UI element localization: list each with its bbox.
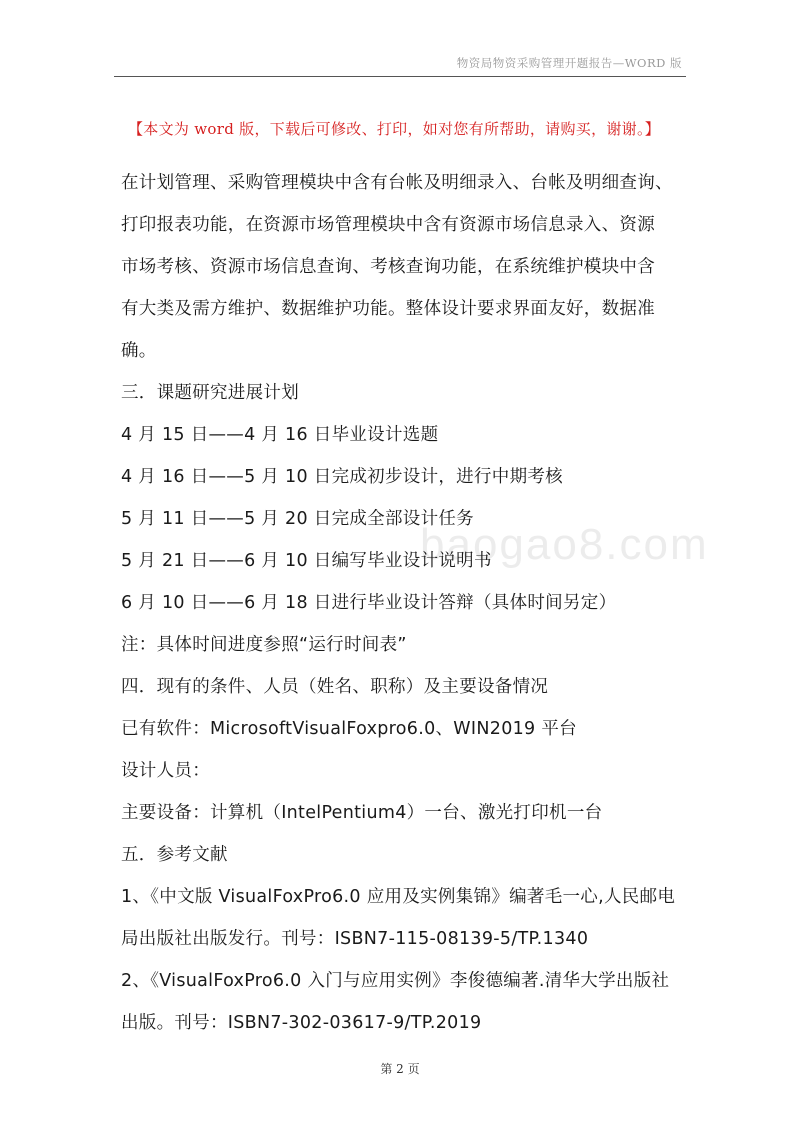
schedule-item: 5 月 11 日——5 月 20 日完成全部设计任务	[121, 509, 474, 529]
body-line: 打印报表功能，在资源市场管理模块中含有资源市场信息录入、资源	[121, 215, 655, 235]
section-heading-3: 三．课题研究进展计划	[121, 383, 299, 403]
watermark: baogao8.com	[420, 520, 709, 569]
download-notice: 【本文为 word 版，下载后可修改、打印，如对您有所帮助，请购买，谢谢。】	[128, 120, 661, 138]
schedule-item: 4 月 15 日——4 月 16 日毕业设计选题	[121, 425, 439, 445]
schedule-item: 6 月 10 日——6 月 18 日进行毕业设计答辩（具体时间另定）	[121, 593, 617, 613]
resource-equipment: 主要设备：计算机（IntelPentium4）一台、激光打印机一台	[121, 803, 603, 823]
body-line: 确。	[121, 341, 157, 361]
section-heading-4: 四．现有的条件、人员（姓名、职称）及主要设备情况	[121, 677, 549, 697]
resource-software: 已有软件：MicrosoftVisualFoxpro6.0、WIN2019 平台	[121, 719, 577, 739]
body-line: 在计划管理、采购管理模块中含有台帐及明细录入、台帐及明细查询、	[121, 173, 673, 193]
schedule-item: 5 月 21 日——6 月 10 日编写毕业设计说明书	[121, 551, 492, 571]
schedule-item: 4 月 16 日——5 月 10 日完成初步设计，进行中期考核	[121, 467, 563, 487]
header-divider	[114, 76, 686, 77]
body-line: 市场考核、资源市场信息查询、考核查询功能，在系统维护模块中含	[121, 257, 655, 277]
running-header: 物资局物资采购管理开题报告—WORD 版	[456, 56, 682, 70]
resource-staff: 设计人员：	[121, 761, 210, 781]
reference-line: 出版。刊号：ISBN7-302-03617-9/TP.2019	[121, 1013, 482, 1033]
section-heading-5: 五．参考文献	[121, 845, 228, 865]
body-line: 有大类及需方维护、数据维护功能。整体设计要求界面友好，数据准	[121, 299, 655, 319]
page-number: 第 2 页	[380, 1062, 420, 1076]
schedule-note: 注：具体时间进度参照“运行时间表”	[121, 635, 407, 655]
reference-line: 1、《中文版 VisualFoxPro6.0 应用及实例集锦》编著毛一心,人民邮电	[121, 887, 676, 907]
document-body	[121, 162, 691, 1044]
reference-line: 2、《VisualFoxPro6.0 入门与应用实例》李俊德编著.清华大学出版社	[121, 971, 670, 991]
reference-line: 局出版社出版发行。刊号：ISBN7-115-08139-5/TP.1340	[121, 929, 589, 949]
